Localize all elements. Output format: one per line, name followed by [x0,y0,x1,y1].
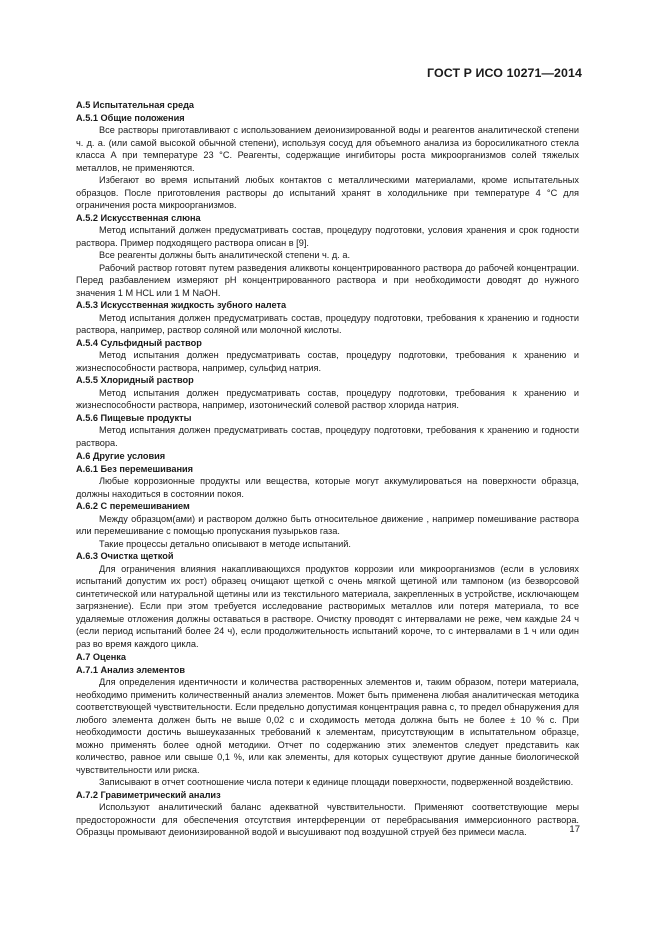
paragraph: Метод испытания должен предусматривать состав, процедуру подготовки, требования к хранению и жизнеспособности раствора, например, сульфид натрия. [76,350,579,373]
paragraph: Между образцом(ами) и раствором должно быть относительное движение , например помешивание раствора или перемешивание с помощью пропускания пузырьков газа. [76,513,579,536]
page-number: 17 [569,824,580,835]
paragraph: Используют аналитический баланс адекватной чувствительности. Применяют соответствующие меры предосторожности для обеспечения отсутствия интерференции от перебрасывания иммерсионного раствора. Образцы промывают деионизированной водой и высушивают под воздушной струей без примеси масла. [76,802,579,837]
paragraph: Для определения идентичности и количества растворенных элементов и, таким образом, потери материала, необходимо применить количественный анализ элементов. Может быть применена любая аналитическая методика соответствующей чувствительности. Если предельно допустимая концентрация равна с, то предел обнаружения для любого элемента должен быть не выше 0,02 с и сходимость метода должна быть не более ± 10 % с. При необходимости достичь вышеуказанных требований к элементам, присутствующим в испытательном образце, можно применять более одной методики. Отчет по содержанию этих элементов следует представить как количество, равное или свыше 0,1 %, или как элементы, для которых существуют другие данные биологической чувствительности или риска. [76,677,579,775]
subsection-heading-a7-2: А.7.2 Гравиметрический анализ [76,789,221,800]
paragraph: Такие процессы детально описывают в методе испытаний. [99,538,351,549]
paragraph: Записывают в отчет соотношение числа потери к единице площади поверхности, подверженной воздействию. [99,777,574,787]
section-heading-a7: А.7 Оценка [76,652,127,662]
subsection-heading-a5-1: А.5.1 Общие положения [76,112,185,123]
section-heading-a5: А.5 Испытательная среда [76,100,195,110]
paragraph: Любые коррозионные продукты или вещества, которые могут аккумулироваться на поверхности образца, должны находиться в состоянии покоя. [76,476,579,499]
paragraph: Метод испытания должен предусматривать состав, процедуру подготовки, требования к хранению и годности раствора, например, раствор соляной или молочной кислоты. [76,312,579,335]
paragraph: Метод испытания должен предусматривать состав, процедуру подготовки, требования к хранению и годности раствора. [76,425,579,448]
subsection-heading-a5-4: А.5.4 Сульфидный раствор [76,337,202,348]
document-header: ГОСТ Р ИСО 10271—2014 [427,66,582,80]
paragraph: Все реагенты должны быть аналитической степени ч. д. а. [99,250,351,260]
subsection-heading-a6-2: А.6.2 С перемешиванием [76,501,190,511]
page-content [76,98,579,839]
subsection-heading-a6-1: А.6.1 Без перемешивания [76,463,194,474]
paragraph: Избегают во время испытаний любых контактов с металлическими материалами, кроме испытательных образцов. После приготовления растворы до испытаний хранят в холодильнике при температуре 4 °С для ограничения роста микроорганизмов. [76,175,579,210]
subsection-heading-a5-5: А.5.5 Хлоридный раствор [76,375,194,385]
paragraph: Для ограничения влияния накапливающихся продуктов коррозии или микроорганизмов (если в условиях испытаний допустим их рост) образец очищают щеткой с очень мягкой щетиной или тампоном (из безворсовой синтетической или натуральной щетины или из текстильного материала, закрепленных в устройстве, исключающем загрязнение). Если при этом требуется исследование растворимых металлов или потеря материала, то все удаляемые отложения должны оставаться в растворе. Очистку проводят с интервалами не реже, чем каждые 24 ч (если период испытаний более 24 ч), если продолжительность испытаний короче, то с интервалами в 1 ч или один раз во время каждого цикла. [76,563,579,649]
subsection-heading-a5-3: А.5.3 Искусственная жидкость зубного налета [76,300,287,310]
section-heading-a6: А.6 Другие условия [76,451,166,461]
subsection-heading-a7-1: А.7.1 Анализ элементов [76,664,186,675]
paragraph: Метод испытаний должен предусматривать состав, процедуру подготовки, условия хранения и срок годности раствора. Пример подходящего раствора описан в [9]. [76,225,579,248]
subsection-heading-a5-6: А.5.6 Пищевые продукты [76,412,192,423]
subsection-heading-a5-2: А.5.2 Искусственная слюна [76,212,201,223]
paragraph: Рабочий раствор готовят путем разведения аликвоты концентрированного раствора до рабочей концентрации. Перед разбавлением измеряют pH концентрированного раствора и при необходимости доводят до нужного значения 1 М HCL или 1 М NaOH. [76,262,579,298]
paragraph: Все растворы приготавливают с использованием деионизированной воды и реагентов аналитической степени ч. д. а. (или самой высокой обычной степени), используя сосуд для объемного анализа из боросиликатного стекла класса А при температуре 23 °С. Реагенты, содержащие ингибиторы роста микроорганизмов солей тяжелых металлов, не применяются. [76,125,579,173]
paragraph: Метод испытания должен предусматривать состав, процедуру подготовки, требования к хранению и жизнеспособности раствора, например, изотонический солевой раствор хлорида натрия. [76,387,579,410]
subsection-heading-a6-3: А.6.3 Очистка щеткой [76,551,174,561]
